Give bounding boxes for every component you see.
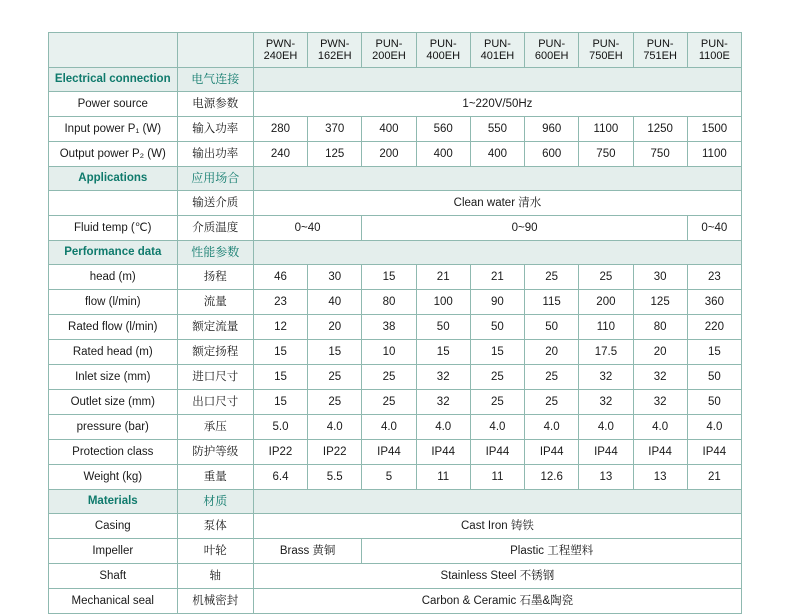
cell-pressure-4: 4.0	[416, 415, 470, 440]
section-label-applications-cn: 应用场合	[177, 167, 253, 191]
section-row-applications	[49, 167, 742, 191]
row-label-protection-class-cn: 防护等级	[177, 440, 253, 465]
section-label-applications-en: Applications	[49, 167, 178, 191]
cell-weight-7: 13	[579, 465, 633, 490]
row-label-fluid-temp-en: Fluid temp (℃)	[49, 216, 178, 241]
row-label-outlet-size-cn: 出口尺寸	[177, 390, 253, 415]
table-row-inlet-size	[49, 365, 742, 390]
cell-pressure-1: 5.0	[253, 415, 307, 440]
cell-weight-2: 5.5	[308, 465, 362, 490]
cell-input-power-6: 960	[525, 117, 579, 142]
row-value-mechanical-seal: Carbon & Ceramic 石墨&陶瓷	[253, 589, 741, 614]
section-row-performance-data	[49, 241, 742, 265]
cell-inlet-size-7: 32	[579, 365, 633, 390]
cell-outlet-size-7: 32	[579, 390, 633, 415]
row-value-power-source: 1~220V/50Hz	[253, 92, 741, 117]
row-label-power-source-cn: 电源参数	[177, 92, 253, 117]
section-row-materials	[49, 490, 742, 514]
row-label-outlet-size-en: Outlet size (mm)	[49, 390, 178, 415]
cell-outlet-size-1: 15	[253, 390, 307, 415]
section-label-materials-en: Materials	[49, 490, 178, 514]
row-label-inlet-size-en: Inlet size (mm)	[49, 365, 178, 390]
section-fill-performance	[253, 241, 741, 265]
table-row-pressure	[49, 415, 742, 440]
row-label-shaft-cn: 轴	[177, 564, 253, 589]
section-label-performance-cn: 性能参数	[177, 241, 253, 265]
table-row-rated-head	[49, 340, 742, 365]
cell-protection-class-1: IP22	[253, 440, 307, 465]
cell-rated-head-7: 17.5	[579, 340, 633, 365]
cell-outlet-size-4: 32	[416, 390, 470, 415]
cell-outlet-size-5: 25	[470, 390, 524, 415]
header-model-2: PWN-162EH	[308, 33, 362, 68]
cell-protection-class-2: IP22	[308, 440, 362, 465]
cell-weight-4: 11	[416, 465, 470, 490]
cell-rated-head-6: 20	[525, 340, 579, 365]
section-label-performance-en: Performance data	[49, 241, 178, 265]
cell-flow-5: 90	[470, 290, 524, 315]
cell-output-power-8: 750	[633, 142, 687, 167]
cell-pressure-2: 4.0	[308, 415, 362, 440]
cell-pressure-5: 4.0	[470, 415, 524, 440]
section-fill-electrical	[253, 68, 741, 92]
row-value-shaft: Stainless Steel 不锈钢	[253, 564, 741, 589]
cell-fluid-temp-group2: 0~90	[362, 216, 687, 241]
cell-protection-class-5: IP44	[470, 440, 524, 465]
row-label-casing-cn: 泵体	[177, 514, 253, 539]
cell-inlet-size-1: 15	[253, 365, 307, 390]
row-label-head-cn: 扬程	[177, 265, 253, 290]
cell-inlet-size-6: 25	[525, 365, 579, 390]
header-model-8: PUN-751EH	[633, 33, 687, 68]
row-label-fluid-temp-cn: 介质温度	[177, 216, 253, 241]
cell-outlet-size-8: 32	[633, 390, 687, 415]
cell-output-power-5: 400	[470, 142, 524, 167]
row-label-inlet-size-cn: 进口尺寸	[177, 365, 253, 390]
cell-input-power-5: 550	[470, 117, 524, 142]
cell-output-power-2: 125	[308, 142, 362, 167]
cell-rated-head-3: 10	[362, 340, 416, 365]
cell-rated-flow-3: 38	[362, 315, 416, 340]
cell-input-power-2: 370	[308, 117, 362, 142]
header-model-3: PUN-200EH	[362, 33, 416, 68]
cell-weight-9: 21	[687, 465, 741, 490]
table-row-rated-flow	[49, 315, 742, 340]
section-fill-applications	[253, 167, 741, 191]
section-row-electrical-connection	[49, 68, 742, 92]
cell-weight-6: 12.6	[525, 465, 579, 490]
cell-input-power-8: 1250	[633, 117, 687, 142]
cell-output-power-4: 400	[416, 142, 470, 167]
cell-output-power-1: 240	[253, 142, 307, 167]
cell-rated-flow-9: 220	[687, 315, 741, 340]
specification-table	[48, 32, 742, 614]
cell-pressure-6: 4.0	[525, 415, 579, 440]
row-label-flow-cn: 流量	[177, 290, 253, 315]
cell-pressure-3: 4.0	[362, 415, 416, 440]
cell-pressure-7: 4.0	[579, 415, 633, 440]
cell-rated-head-5: 15	[470, 340, 524, 365]
table-row-impeller	[49, 539, 742, 564]
cell-output-power-7: 750	[579, 142, 633, 167]
cell-weight-5: 11	[470, 465, 524, 490]
cell-rated-head-4: 15	[416, 340, 470, 365]
cell-pressure-9: 4.0	[687, 415, 741, 440]
row-label-casing-en: Casing	[49, 514, 178, 539]
section-label-materials-cn: 材质	[177, 490, 253, 514]
cell-input-power-9: 1500	[687, 117, 741, 142]
row-label-rated-flow-en: Rated flow (l/min)	[49, 315, 178, 340]
cell-inlet-size-5: 25	[470, 365, 524, 390]
cell-impeller-group1: Brass 黄铜	[253, 539, 361, 564]
cell-flow-9: 360	[687, 290, 741, 315]
cell-inlet-size-9: 50	[687, 365, 741, 390]
cell-rated-flow-8: 80	[633, 315, 687, 340]
table-header-row	[49, 33, 742, 68]
row-value-medium: Clean water 清水	[253, 191, 741, 216]
cell-flow-2: 40	[308, 290, 362, 315]
cell-input-power-7: 1100	[579, 117, 633, 142]
table-row-outlet-size	[49, 390, 742, 415]
cell-protection-class-8: IP44	[633, 440, 687, 465]
cell-rated-head-1: 15	[253, 340, 307, 365]
cell-fluid-temp-group1: 0~40	[253, 216, 361, 241]
cell-head-6: 25	[525, 265, 579, 290]
cell-flow-3: 80	[362, 290, 416, 315]
header-model-4: PUN-400EH	[416, 33, 470, 68]
row-label-medium-cn: 输送介质	[177, 191, 253, 216]
cell-rated-flow-5: 50	[470, 315, 524, 340]
cell-rated-flow-1: 12	[253, 315, 307, 340]
table-row-flow	[49, 290, 742, 315]
cell-head-3: 15	[362, 265, 416, 290]
cell-fluid-temp-group3: 0~40	[687, 216, 741, 241]
table-row-power-source	[49, 92, 742, 117]
table-row-protection-class	[49, 440, 742, 465]
table-row-output-power	[49, 142, 742, 167]
cell-input-power-1: 280	[253, 117, 307, 142]
cell-rated-head-2: 15	[308, 340, 362, 365]
row-label-rated-flow-cn: 额定流量	[177, 315, 253, 340]
row-label-input-power-cn: 输入功率	[177, 117, 253, 142]
table-row-mechanical-seal	[49, 589, 742, 614]
cell-output-power-9: 1100	[687, 142, 741, 167]
cell-weight-3: 5	[362, 465, 416, 490]
row-label-weight-en: Weight (kg)	[49, 465, 178, 490]
cell-outlet-size-2: 25	[308, 390, 362, 415]
cell-outlet-size-6: 25	[525, 390, 579, 415]
header-model-7: PUN-750EH	[579, 33, 633, 68]
table-row-casing	[49, 514, 742, 539]
cell-output-power-6: 600	[525, 142, 579, 167]
row-label-rated-head-cn: 额定扬程	[177, 340, 253, 365]
row-value-casing: Cast Iron 铸铁	[253, 514, 741, 539]
cell-inlet-size-2: 25	[308, 365, 362, 390]
cell-flow-4: 100	[416, 290, 470, 315]
row-label-impeller-en: Impeller	[49, 539, 178, 564]
section-label-electrical-connection-cn: 电气连接	[177, 68, 253, 92]
row-label-impeller-cn: 叶轮	[177, 539, 253, 564]
cell-flow-7: 200	[579, 290, 633, 315]
header-model-5: PUN-401EH	[470, 33, 524, 68]
row-label-output-power-cn: 输出功率	[177, 142, 253, 167]
cell-flow-8: 125	[633, 290, 687, 315]
row-label-shaft-en: Shaft	[49, 564, 178, 589]
header-model-1: PWN-240EH	[253, 33, 307, 68]
cell-pressure-8: 4.0	[633, 415, 687, 440]
header-model-6: PUN-600EH	[525, 33, 579, 68]
cell-protection-class-4: IP44	[416, 440, 470, 465]
row-label-pressure-en: pressure (bar)	[49, 415, 178, 440]
cell-head-9: 23	[687, 265, 741, 290]
cell-outlet-size-9: 50	[687, 390, 741, 415]
header-blank-en	[49, 33, 178, 68]
cell-head-2: 30	[308, 265, 362, 290]
cell-rated-flow-7: 110	[579, 315, 633, 340]
table-row-fluid-temp	[49, 216, 742, 241]
cell-impeller-group2: Plastic 工程塑料	[362, 539, 742, 564]
table-row-shaft	[49, 564, 742, 589]
cell-rated-flow-4: 50	[416, 315, 470, 340]
cell-inlet-size-3: 25	[362, 365, 416, 390]
row-label-flow-en: flow (l/min)	[49, 290, 178, 315]
row-label-power-source-en: Power source	[49, 92, 178, 117]
cell-input-power-3: 400	[362, 117, 416, 142]
cell-protection-class-7: IP44	[579, 440, 633, 465]
cell-protection-class-9: IP44	[687, 440, 741, 465]
cell-flow-1: 23	[253, 290, 307, 315]
table-row-weight	[49, 465, 742, 490]
cell-protection-class-3: IP44	[362, 440, 416, 465]
table-row-input-power	[49, 117, 742, 142]
row-label-rated-head-en: Rated head (m)	[49, 340, 178, 365]
row-label-protection-class-en: Protection class	[49, 440, 178, 465]
cell-weight-1: 6.4	[253, 465, 307, 490]
row-label-pressure-cn: 承压	[177, 415, 253, 440]
cell-head-1: 46	[253, 265, 307, 290]
table-row-medium	[49, 191, 742, 216]
row-label-weight-cn: 重量	[177, 465, 253, 490]
row-label-medium-en	[49, 191, 178, 216]
row-label-mechanical-seal-en: Mechanical seal	[49, 589, 178, 614]
cell-outlet-size-3: 25	[362, 390, 416, 415]
cell-rated-flow-2: 20	[308, 315, 362, 340]
row-label-input-power-en: Input power P₁ (W)	[49, 117, 178, 142]
row-label-output-power-en: Output power P₂ (W)	[49, 142, 178, 167]
cell-head-8: 30	[633, 265, 687, 290]
row-label-head-en: head (m)	[49, 265, 178, 290]
cell-rated-head-9: 15	[687, 340, 741, 365]
header-model-9: PUN-1100E	[687, 33, 741, 68]
cell-inlet-size-4: 32	[416, 365, 470, 390]
cell-weight-8: 13	[633, 465, 687, 490]
table-row-head	[49, 265, 742, 290]
cell-flow-6: 115	[525, 290, 579, 315]
specification-table-container	[48, 32, 742, 614]
section-fill-materials	[253, 490, 741, 514]
row-label-mechanical-seal-cn: 机械密封	[177, 589, 253, 614]
cell-protection-class-6: IP44	[525, 440, 579, 465]
cell-output-power-3: 200	[362, 142, 416, 167]
header-blank-cn	[177, 33, 253, 68]
cell-input-power-4: 560	[416, 117, 470, 142]
cell-rated-flow-6: 50	[525, 315, 579, 340]
cell-rated-head-8: 20	[633, 340, 687, 365]
section-label-electrical-connection-en: Electrical connection	[49, 68, 178, 92]
cell-inlet-size-8: 32	[633, 365, 687, 390]
cell-head-7: 25	[579, 265, 633, 290]
cell-head-5: 21	[470, 265, 524, 290]
cell-head-4: 21	[416, 265, 470, 290]
